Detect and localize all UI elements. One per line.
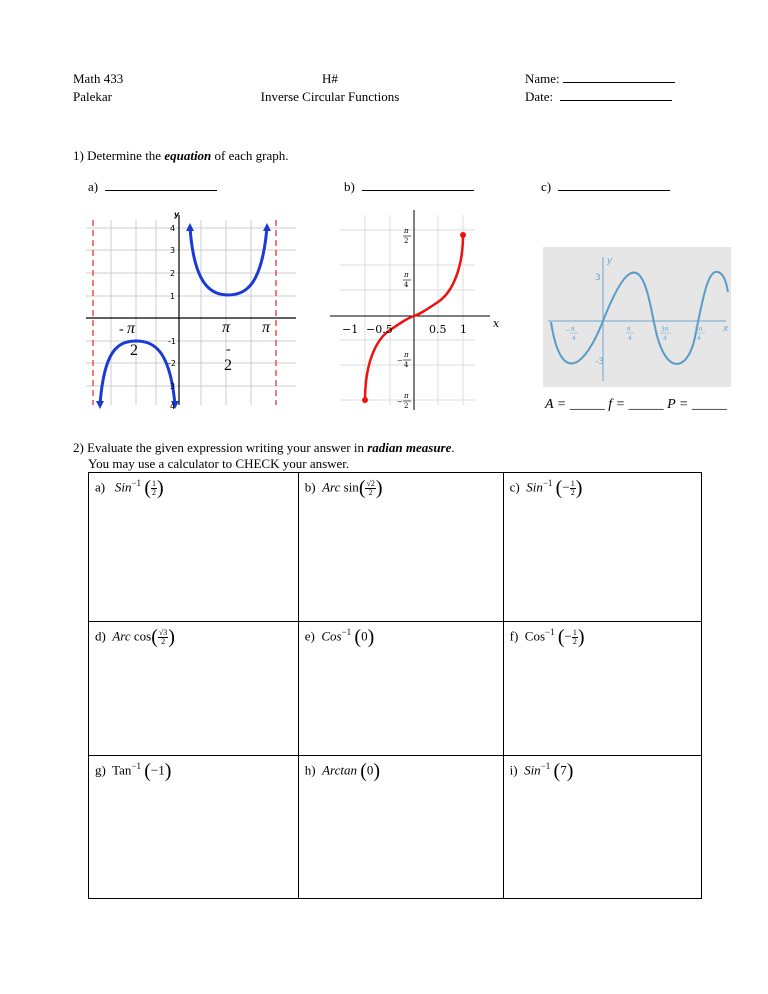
graph-c-xtick: 5π (695, 326, 703, 333)
graph-b-ytick: 2 (404, 402, 409, 410)
topic-title: Inverse Circular Functions (260, 89, 400, 104)
header-left (73, 70, 123, 106)
graph-c-xtick: π (571, 326, 575, 333)
graph-b-ytick: π (404, 227, 409, 235)
cell-d[interactable]: d) Arc cos( $\frac{√3}{2}$ ) (89, 622, 299, 756)
graph-a-ytick: -2 (168, 359, 176, 368)
graph-c-y-axis-label: y (607, 256, 613, 266)
argument: −1 (150, 762, 165, 778)
denominator: 2 (161, 637, 166, 646)
numerator: 1 (570, 479, 575, 488)
graph-a-xlabel-pi: π (262, 319, 271, 336)
function-name-2: sin (343, 479, 359, 495)
inverse-exponent: −1 (542, 478, 553, 489)
graph-c-xtick: 3π (661, 326, 669, 333)
denominator: 2 (151, 488, 156, 497)
cell-label: e) (304, 628, 315, 644)
cell-b[interactable]: b) Arc sin( $\frac{√2}{2}$ ) (298, 473, 503, 622)
function-name: Arc (322, 479, 341, 495)
fraction (158, 629, 168, 646)
graph-b-ytick: − (397, 398, 403, 406)
graph-c-xtick: 4 (663, 335, 667, 342)
teacher-name: Palekar (73, 89, 112, 104)
q1-prompt-end: of each graph. (211, 148, 289, 163)
graph-a-ytick: 2 (170, 269, 176, 278)
graph-c-xtick: π (627, 326, 631, 333)
name-field[interactable] (563, 70, 675, 83)
cell-e[interactable]: e) Cos$^{-1}$ (0) (298, 622, 503, 756)
argument: 0 (361, 628, 368, 644)
q1c-answer-field[interactable] (558, 178, 670, 191)
argument: 0 (366, 762, 374, 778)
function-name: Cos (321, 628, 342, 644)
q1a-answer-field[interactable] (105, 178, 217, 191)
cell-label: b) (304, 479, 316, 495)
q1c-label-row (541, 178, 670, 195)
cell-g[interactable]: g) Tan$^{-1}$ (−1) (89, 756, 299, 899)
course-name: Math 433 (73, 71, 124, 86)
name-label: Name: (525, 71, 560, 86)
graph-a-ytick: 4 (170, 224, 176, 233)
q2-prompt-end: . (451, 440, 455, 455)
fraction (365, 480, 375, 497)
cell-label: d) (95, 628, 106, 644)
graph-a-neg-sign: - (119, 322, 124, 337)
q2-emphasis: radian measure (367, 440, 452, 455)
graph-b-ytick: π (404, 392, 409, 400)
argument: 7 (560, 762, 567, 778)
q2-prompt-text: 2) Evaluate the given expression writing your answer in (73, 440, 368, 455)
cell-i[interactable]: i) Sin$^{-1}$ (7) (503, 756, 701, 899)
numerator: 1 (572, 628, 577, 637)
graph-a (86, 205, 296, 410)
graph-a-y-axis-label: y (174, 210, 180, 219)
inverse-exponent: −1 (540, 761, 551, 772)
graph-c-xtick: 4 (628, 335, 632, 342)
function-name: Arctan (322, 762, 357, 778)
graph-a-xlabel-2: 2 (224, 357, 232, 374)
graph-a-ytick: -1 (168, 337, 176, 346)
minus-sign: − (562, 479, 570, 495)
function-name: Tan (112, 762, 132, 778)
graph-b-xtick: 1 (460, 323, 467, 336)
graph-b-ytick: 4 (404, 281, 409, 289)
function-name: Cos (524, 628, 546, 644)
graph-b-xtick: −0.5 (366, 323, 393, 336)
cell-label: f) (509, 628, 519, 644)
q1-emphasis: equation (164, 148, 212, 163)
graph-b-ytick: 4 (404, 361, 409, 369)
graph-c-xtick-neg: − (565, 327, 571, 334)
graph-b-ytick: 2 (404, 237, 409, 245)
cell-label: i) (509, 762, 518, 778)
graph-c-xtick: 4 (697, 335, 701, 342)
graph-c-ytick: 3 (595, 273, 601, 283)
cell-c[interactable]: c) Sin$^{-1}$ (− $\frac{1}{2}$ ) (503, 473, 701, 622)
graph-b-x-axis-label: x (493, 317, 500, 330)
header-right (525, 70, 675, 106)
numerator: √3 (158, 628, 168, 637)
q1c-label: c) (541, 179, 552, 194)
inverse-exponent: −1 (545, 627, 555, 638)
graph-c-answer-line[interactable]: A = _____ f = _____ P = _____ (545, 397, 727, 412)
q1-prompt-text: 1) Determine the (73, 148, 165, 163)
cell-label: g) (95, 762, 106, 778)
graph-a-neg-sign: - (226, 342, 231, 357)
function-name: Arc (112, 628, 131, 644)
numerator: √2 (366, 479, 375, 488)
cell-f[interactable]: f) Cos$^{-1}$ (− $\frac{1}{2}$ ) (503, 622, 701, 756)
q1a-label-row (88, 178, 217, 195)
graph-c-ytick: -3 (595, 357, 604, 367)
graph-a-xlabel-pi: π (127, 320, 136, 337)
graph-a-xlabel-2: 2 (130, 342, 138, 359)
inverse-exponent: −1 (341, 627, 352, 638)
header-center (255, 70, 405, 106)
homework-number: H# (322, 71, 338, 86)
function-name: Sin (526, 479, 543, 495)
cell-h[interactable]: h) Arctan (0) (298, 756, 503, 899)
graph-b-ytick: π (404, 271, 409, 279)
graph-a-ytick: 1 (170, 292, 176, 301)
minus-sign: − (564, 628, 572, 644)
graph-b-xtick: −1 (342, 323, 359, 336)
graph-b-ytick: − (397, 357, 403, 365)
numerator: 1 (151, 479, 156, 488)
graph-b-xtick: 0.5 (429, 323, 447, 336)
graph-c-xtick: 4 (572, 335, 576, 342)
graph-a-ytick: 3 (170, 382, 176, 391)
denominator: 2 (570, 488, 575, 497)
denominator: 2 (572, 637, 577, 646)
graph-b-ytick: π (404, 351, 409, 359)
q2-calculator-note: You may use a calculator to CHECK your answer. (88, 456, 350, 471)
graph-a-xlabel-pi: π (222, 319, 231, 336)
cell-label: c) (509, 479, 520, 495)
cell-label: h) (304, 762, 316, 778)
cell-a[interactable]: a) Sin$^{-1}$ ( $\frac{1}{2}$ ) (89, 473, 299, 622)
q1b-label: b) (344, 179, 355, 194)
date-field[interactable] (560, 88, 672, 101)
q1b-label-row (344, 178, 474, 195)
evaluation-grid (88, 472, 702, 899)
q1b-answer-field[interactable] (362, 178, 474, 191)
graph-c (543, 247, 731, 387)
question-1-prompt (73, 148, 289, 164)
date-label: Date: (525, 89, 554, 104)
inverse-exponent: −1 (131, 761, 141, 772)
denominator: 2 (368, 488, 373, 497)
graph-b (330, 205, 515, 410)
inverse-exponent: −1 (131, 478, 142, 489)
q1a-label: a) (88, 179, 99, 194)
graph-a-ytick: 3 (170, 246, 176, 255)
graph-c-x-axis-label: x (723, 324, 729, 334)
function-name: Sin (114, 479, 132, 495)
function-name-2: cos (133, 628, 152, 644)
cell-label: a) (95, 479, 106, 495)
function-name: Sin (524, 762, 541, 778)
graph-a-ytick: 4 (170, 402, 176, 410)
question-2-prompt (73, 440, 455, 456)
